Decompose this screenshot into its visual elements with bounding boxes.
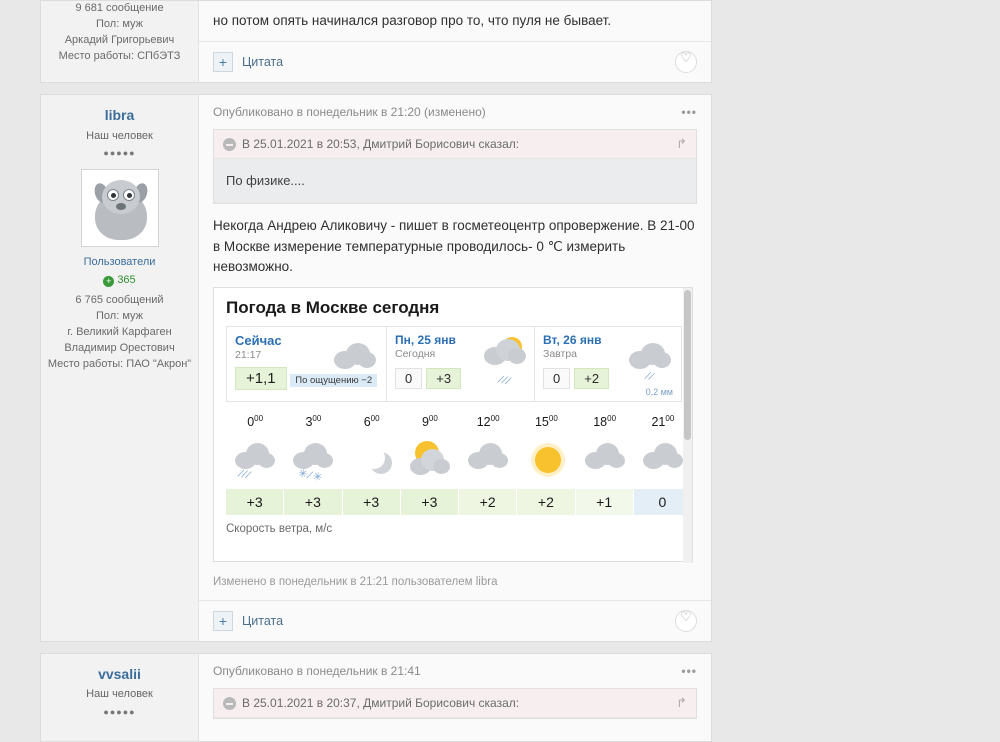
weather-widget[interactable]: [213, 287, 693, 562]
weather-hour-sup: 00: [428, 414, 438, 423]
author-work: Место работы: СПбЭТЗ: [58, 49, 181, 62]
weather-summary-cards: [214, 326, 692, 402]
post-body: [199, 95, 711, 641]
post-text: но потом опять начинался разговор про то, что пуля не бывает.: [213, 13, 612, 28]
quote-text: По физике....: [214, 159, 696, 203]
post-header: [213, 105, 697, 119]
post-body: [199, 654, 711, 741]
weather-hour-cell: [517, 414, 575, 487]
weather-hour-cell: [343, 414, 401, 487]
weather-hour-label: 6: [363, 415, 371, 430]
author-messages: 9 681 сообщение: [75, 2, 164, 14]
quote-source[interactable]: В 25.01.2021 в 20:53, Дмитрий Борисович сказал:: [242, 137, 520, 152]
weather-hour-sup: 00: [490, 414, 500, 423]
cloud-icon: [459, 433, 517, 487]
author-realname: Аркадий Григорьевич: [64, 33, 175, 46]
weather-hours-row: [214, 402, 692, 487]
goto-quote-icon[interactable]: ↱: [676, 136, 687, 152]
author-stars: ●●●●●: [103, 707, 136, 718]
sun-icon: [517, 433, 575, 487]
weather-now-time: 21:17: [235, 349, 262, 361]
post-menu-button[interactable]: •••: [681, 105, 697, 120]
author-messages: 6 765 сообщений: [75, 294, 164, 307]
weather-day-card[interactable]: [386, 326, 534, 402]
post-author-column: [41, 1, 199, 82]
cloud-icon: [576, 433, 634, 487]
weather-day-label: Вт, 26 янв: [543, 333, 602, 347]
quote-block: [213, 129, 697, 204]
author-username[interactable]: vvsalii: [98, 666, 141, 682]
author-realname: Владимир Орестович: [64, 342, 175, 355]
avatar-shape: [111, 193, 116, 198]
weather-hour-sup: 00: [254, 414, 264, 423]
weather-temps-row: [214, 487, 692, 515]
cloud-icon: [629, 341, 673, 371]
quote-header: [214, 689, 696, 718]
weather-footer-label: Скорость ветра, м/с: [226, 523, 333, 536]
author-usergroup: Пользователи: [83, 255, 156, 268]
weather-now-card: [226, 326, 386, 402]
weather-hour-label: 12: [476, 415, 491, 430]
weather-now-temp: +1,1: [235, 367, 287, 390]
author-username[interactable]: libra: [104, 107, 135, 124]
cloud-icon: [334, 341, 378, 371]
quote-icon: [223, 138, 236, 151]
weather-day-sub: Сегодня: [395, 348, 436, 360]
author-city: г. Великий Карфаген: [67, 326, 172, 339]
weather-hour-label: 21: [651, 415, 666, 430]
weather-hour-sup: 00: [548, 414, 558, 423]
avatar[interactable]: [81, 169, 159, 247]
post-item: [40, 94, 712, 642]
quote-link[interactable]: Цитата: [242, 614, 284, 628]
cloud-sleet-icon: ✳⁄✳: [284, 433, 342, 487]
author-rank: Наш человек: [86, 688, 153, 701]
weather-hour-cell: [401, 414, 459, 487]
rain-drops-icon: ⁄⁄⁄: [499, 373, 514, 389]
post-author-column: [41, 654, 199, 741]
author-reputation: [47, 273, 192, 289]
quote-link[interactable]: Цитата: [242, 55, 284, 70]
weather-hour-label: 3: [305, 415, 313, 430]
post-menu-button[interactable]: •••: [681, 664, 697, 678]
avatar-shape: [127, 193, 132, 198]
weather-title: Погода в Москве сегодня: [226, 298, 440, 317]
post-edited-note: Изменено в понедельник в 21:21 пользователем libra: [213, 576, 498, 588]
avatar-shape: [116, 203, 126, 210]
moon-icon: [343, 433, 401, 487]
post-footer: [199, 600, 711, 641]
post-footer: [199, 41, 711, 82]
weather-hour-cell: [576, 414, 634, 487]
sun-cloud-icon: [484, 337, 528, 367]
weather-precip: 0,2 мм: [645, 387, 673, 397]
weather-night-temp: 0: [395, 368, 422, 389]
weather-hour-label: 9: [421, 415, 429, 430]
weather-scrollbar[interactable]: [683, 288, 692, 563]
like-button[interactable]: [675, 610, 697, 632]
weather-hour-sup: 00: [312, 414, 322, 423]
weather-hour-temp: +2: [459, 489, 517, 515]
author-gender: Пол: муж: [96, 17, 143, 30]
add-quote-button[interactable]: +: [213, 52, 233, 72]
weather-hour-label: 15: [534, 415, 549, 430]
weather-day-temp: +2: [574, 368, 609, 389]
weather-hour-temp: +3: [284, 489, 342, 515]
post-timestamp: Опубликовано в понедельник в 21:20 (изменено): [213, 105, 486, 120]
post-text: Некогда Андрею Аликовичу - пишет в госметеоцентр опровержение. В 21-00 в Москве измерение температурные проводилось- 0 ℃ измерить невозможно.: [213, 218, 695, 274]
quote-block: [213, 688, 697, 719]
scrollbar-thumb[interactable]: [684, 290, 691, 440]
weather-hour-cell: [284, 414, 342, 487]
rain-drops-icon: ⁄⁄: [646, 370, 657, 384]
weather-hour-sup: 00: [607, 414, 617, 423]
weather-hour-temp: +2: [517, 489, 575, 515]
author-work: Место работы: ПАО "Акрон": [47, 358, 192, 371]
weather-now-label: Сейчас: [235, 333, 282, 348]
weather-hour-temp: +3: [226, 489, 284, 515]
post-author-column: [41, 95, 199, 641]
weather-hour-temp: 0: [634, 489, 692, 515]
like-button[interactable]: [675, 51, 697, 73]
sun-cloud-icon: [401, 433, 459, 487]
quote-icon: [223, 697, 236, 710]
weather-night-temp: 0: [543, 368, 570, 389]
weather-hour-cell: [459, 414, 517, 487]
post-item: [40, 0, 712, 83]
goto-quote-icon[interactable]: ↱: [676, 695, 687, 710]
quote-source[interactable]: В 25.01.2021 в 20:37, Дмитрий Борисович сказал:: [242, 696, 520, 710]
post-timestamp: Опубликовано в понедельник в 21:41: [213, 664, 421, 678]
weather-day-sub: Завтра: [543, 348, 578, 360]
add-quote-button[interactable]: +: [213, 611, 233, 631]
post-item: [40, 653, 712, 742]
author-gender: Пол: муж: [96, 310, 143, 323]
weather-hour-temp: +3: [343, 489, 401, 515]
weather-now-feels: По ощущению −2: [290, 374, 377, 387]
weather-hour-temp: +3: [401, 489, 459, 515]
weather-hour-cell: [226, 414, 284, 487]
reputation-value: 365: [117, 274, 136, 287]
post-header: [213, 664, 697, 678]
quote-header: [214, 130, 696, 159]
weather-day-card[interactable]: [534, 326, 682, 402]
weather-hour-label: 0: [247, 415, 255, 430]
weather-hour-label: 18: [593, 415, 608, 430]
weather-hour-temp: +1: [576, 489, 634, 515]
weather-day-label: Пн, 25 янв: [395, 333, 456, 347]
author-stars: ●●●●●: [103, 148, 136, 159]
cloud-rain-icon: ⁄⁄⁄: [226, 433, 284, 487]
forum-thread: [40, 0, 712, 742]
weather-day-temp: +3: [426, 368, 461, 389]
post-body: [199, 1, 711, 82]
weather-hour-sup: 00: [370, 414, 380, 423]
author-rank: Наш человек: [86, 129, 153, 142]
weather-hour-sup: 00: [665, 414, 675, 423]
reputation-icon: +: [103, 276, 114, 287]
